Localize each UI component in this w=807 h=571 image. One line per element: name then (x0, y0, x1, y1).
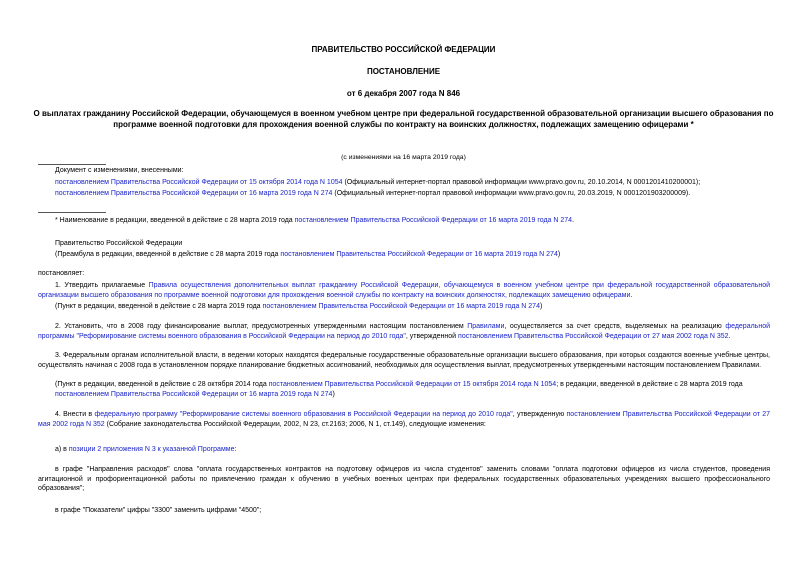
document-title: О выплатах гражданину Российской Федерации, обучающемуся в военном учебном центре при федеральной государственной образовательной организации высшего образования по программе военной подготовки для прохождения военной службы по контракту на воинских должностях, подлежащих замещению офицерами * (33, 109, 774, 129)
issuer-heading: ПРАВИТЕЛЬСТВО РОССИЙСКОЙ ФЕДЕРАЦИИ (311, 45, 496, 54)
paragraph-4: 4. Внести в федеральную программу "Реформирование системы военного образования в Российской Федерации на период до 2010 года", утвержденную постановлением Правительства Российской Федерации от 27 мая 2002 года N 352 (Собрание законодательства Российской Федерации, 2002, N 23, ст.2163; 2006, N 1, ст.149), следующие изменения: (38, 411, 770, 428)
resolution-1054-link[interactable]: постановлением Правительства Российской Федерации от 15 октября 2014 года N 1054 (268, 381, 557, 388)
paragraph-4a-2: в графе "Показатели" цифры "3300" заменить цифрами "4500"; (55, 507, 262, 514)
resolution-352-link[interactable]: постановлением Правительства Российской Федерации от 27 мая 2002 года N 352 (458, 332, 729, 340)
document-type: ПОСТАНОВЛЕНИЕ (366, 67, 441, 76)
paragraph-4a: а) в позиции 2 приложения N 3 к указанной Программе: (55, 446, 237, 453)
paragraph-1: 1. Утвердить прилагаемые Правила осуществления дополнительных выплат гражданину Российской Федерации, обучающемуся в военном учебном центре при федеральной государственной образовательной организации высшего образования по программе военной подготовки для прохождения военной службы по контракту на воинских должностях, подлежащих замещению офицерами. (38, 282, 771, 299)
change-item (55, 178, 770, 188)
change-link-1054[interactable]: постановлением Правительства Российской Федерации от 15 октября 2014 года N 1054 (55, 178, 343, 186)
changes-intro: Документ с изменениями, внесенными: (55, 167, 184, 174)
federal-program-link-2[interactable]: федеральную программу "Реформирование системы военного образования в Российской Федерации на период до 2010 года" (94, 411, 513, 418)
rules-link-2[interactable]: Правилами (467, 323, 505, 330)
paragraph-1-note: (Пункт в редакции, введенной в действие с 28 марта 2019 года постановлением Правительства Российской Федерации от 16 марта 2019 года N 274) (55, 303, 543, 310)
change-link-274[interactable]: постановлением Правительства Российской Федерации от 16 марта 2019 года N 274 (55, 190, 333, 198)
resolution-352-link-2[interactable]: постановлением Правительства Российской Федерации от 27 мая 2002 года N 352 (38, 411, 770, 428)
rules-link[interactable]: Правила осуществления дополнительных выплат гражданину Российской Федерации, обучающемуся в военном учебном центре при федеральной государственной образовательной организации высшего образования по программе военной подготовки для прохождения военной службы по контракту на воинских должностях, подлежащих замещению офицерами (38, 282, 771, 299)
change-note: (Официальный интернет-портал правовой информации www.pravo.gov.ru, 20.10.2014, N 0001201410200001); (342, 178, 701, 186)
paragraph-1-note-link[interactable]: постановлением Правительства Российской Федерации от 16 марта 2019 года N 274 (262, 303, 540, 310)
resolves-label: постановляет: (38, 270, 85, 277)
change-item (55, 189, 770, 199)
paragraph-3-note: (Пункт в редакции, введенной в действие с 28 октября 2014 года постановлением Правительства Российской Федерации от 15 октября 2014 года N 1054; в редакции, введенной в действие с 28 марта 2019 года постановлением Правительства Российской Федерации от 16 марта 2019 года N 274) (55, 381, 743, 398)
change-note: (Официальный интернет-портал правовой информации www.pravo.gov.ru, 20.03.2019, N 0001201903200009). (332, 190, 691, 198)
preamble-note: (Преамбула в редакции, введенной в действие с 28 марта 2019 года постановлением Правительства Российской Федерации от 16 марта 2019 года N 274) (55, 251, 561, 258)
changes-block (55, 166, 770, 199)
resolution-274-link[interactable]: постановлением Правительства Российской Федерации от 16 марта 2019 года N 274 (55, 390, 333, 398)
footnote: * Наименование в редакции, введенной в действие с 28 марта 2019 года постановлением Правительства Российской Федерации от 16 марта 2019 года N 274. (55, 217, 575, 224)
footnote-link[interactable]: постановлением Правительства Российской Федерации от 16 марта 2019 года N 274 (294, 217, 573, 224)
preamble: Правительство Российской Федерации (55, 240, 183, 247)
paragraph-4a-1: в графе "Направления расходов" слова "оплата государственных контрактов на подготовку офицеров из числа студентов" заменить словами "оплата подготовки офицеров из числа студентов, проведения агитационной и профориентационной работы по привлечению граждан к обучению в учебных военных центрах при федеральных государственных образовательных учреждениях высшего профессионального образования"; (38, 466, 770, 493)
federal-program-link[interactable]: федеральной программы "Реформирование системы военного образования в Российской Федерации на период до 2010 года" (38, 323, 770, 340)
divider (38, 164, 106, 165)
preamble-note-link[interactable]: постановлением Правительства Российской Федерации от 16 марта 2019 года N 274 (280, 251, 558, 258)
appendix-link[interactable]: позиции 2 приложения N 3 к указанной Программе (68, 446, 235, 453)
divider (38, 212, 106, 213)
revision-note: (с изменениями на 16 марта 2019 года) (341, 154, 466, 161)
paragraph-2: 2. Установить, что в 2008 году финансирование выплат, предусмотренных утвержденными настоящим постановлением Правилами, осуществляется за счет средств, выделяемых на реализацию федеральной программы "Реформирование системы военного образования в Российской Федерации на период до 2010 года", утвержденной постановлением Правительства Российской Федерации от 27 мая 2002 года N 352. (38, 323, 770, 340)
paragraph-3: 3. Федеральным органам исполнительной власти, в ведении которых находятся федеральные государственные образовательные организации высшего образования, при которых создаются военные учебные центры, осуществлять начиная с 2008 года в установленном порядке планирование бюджетных ассигнований, необходимых для осуществления выплат, предусмотренных утвержденными настоящим постановлением Правилами. (38, 352, 770, 369)
document-date: от 6 декабря 2007 года N 846 (346, 89, 461, 98)
